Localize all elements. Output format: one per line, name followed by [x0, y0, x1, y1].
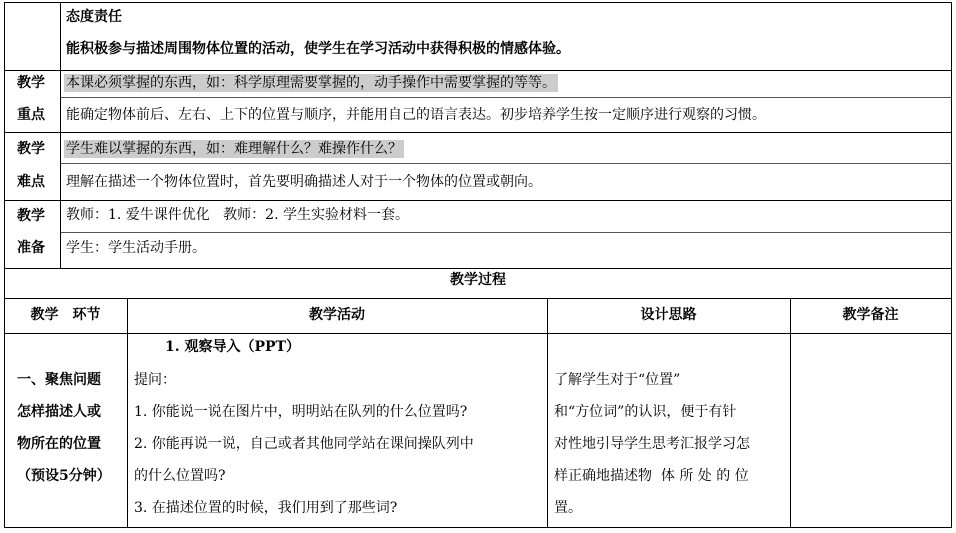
keypoints-label-1: 教学 [17, 75, 45, 91]
row-divider-preparation [4, 268, 952, 269]
activity-line: 2. 你能再说一说，自己或者其他同学站在课间操队列中 [134, 436, 474, 452]
preparation-student-text: 学生：学生活动手册。 [66, 240, 206, 256]
label-column-divider [60, 2, 61, 269]
table-border-bottom [4, 527, 952, 528]
row-divider-keypoints [4, 132, 952, 133]
activity-line: 提问： [134, 372, 176, 388]
preparation-label-1: 教学 [17, 208, 45, 224]
activity-line: 3. 在描述位置的时候，我们用到了那些词? [134, 500, 398, 516]
row-divider-headers [4, 333, 952, 334]
col-divider-activity [127, 298, 128, 528]
stage-line-2: 怎样描述人或 [17, 404, 101, 420]
row-divider-attitude [4, 70, 952, 71]
stage-line-4: （预设5分钟） [17, 468, 111, 484]
keypoints-label-2: 重点 [17, 107, 45, 123]
activity-title: 1. 观察导入（PPT） [165, 339, 300, 355]
design-line: 了解学生对于“位置” [554, 372, 681, 388]
difficulties-label-2: 难点 [17, 174, 45, 190]
design-line: 和“方位词”的认识，便于有针 [554, 404, 737, 420]
table-border-top [4, 2, 952, 3]
header-design: 设计思路 [640, 307, 697, 323]
table-border-left [4, 2, 5, 528]
preparation-label-2: 准备 [17, 240, 45, 256]
keypoints-text: 能确定物体前后、左右、上下的位置与顺序，并能用自己的语言表达。初步培养学生按一定顺序进行观察的习惯。 [66, 107, 766, 123]
header-remarks: 教学备注 [842, 307, 899, 323]
design-line: 样正确地描述物 体 所 处 的 位 [554, 468, 749, 484]
subrow-divider-difficulties [60, 163, 952, 164]
header-stage: 教学 环节 [30, 307, 101, 323]
stage-line-1: 一、聚焦问题 [17, 372, 101, 388]
difficulties-text: 理解在描述一个物体位置时，首先要明确描述人对于一个物体的位置或朝向。 [66, 174, 542, 190]
row-divider-process-title [4, 298, 952, 299]
difficulties-label-1: 教学 [17, 141, 45, 157]
attitude-title: 态度责任 [66, 9, 122, 25]
difficulties-template-hint: 学生难以掌握的东西，如：难理解什么？难操作什么？ [66, 141, 402, 157]
design-line: 置。 [554, 500, 582, 516]
activity-line: 1. 你能说一说在图片中，明明站在队列的什么位置吗? [134, 404, 468, 420]
process-title: 教学过程 [450, 272, 506, 288]
subrow-divider-preparation [60, 232, 952, 233]
keypoints-template-hint: 本课必须掌握的东西，如：科学原理需要掌握的，动手操作中需要掌握的等等。 [66, 75, 556, 91]
activity-line: 的什么位置吗? [134, 468, 226, 484]
stage-line-3: 物所在的位置 [17, 436, 101, 452]
col-divider-design [547, 298, 548, 528]
preparation-teacher-text: 教师：1. 爱牛课件优化 教师：2. 学生实验材料一套。 [66, 207, 409, 223]
col-divider-remarks [790, 298, 791, 528]
attitude-text: 能积极参与描述周围物体位置的活动，使学生在学习活动中获得积极的情感体验。 [66, 41, 570, 57]
table-border-right [951, 2, 952, 528]
design-line: 对性地引导学生思考汇报学习怎 [554, 436, 750, 452]
subrow-divider-keypoints [60, 97, 952, 98]
row-divider-difficulties [4, 200, 952, 201]
header-activity: 教学活动 [309, 307, 365, 323]
